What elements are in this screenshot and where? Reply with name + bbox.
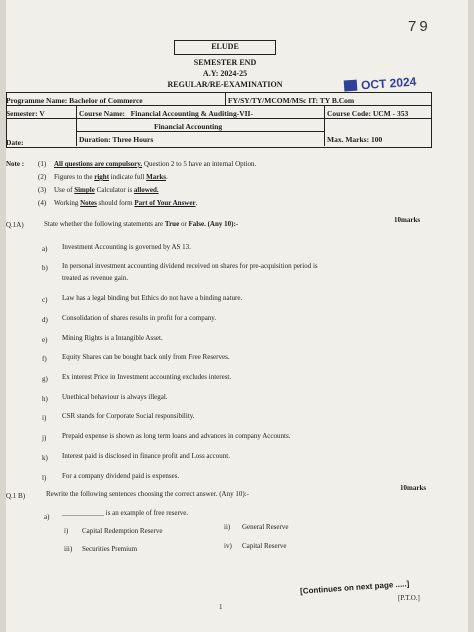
course-code: Course Code: UCM - 353 [327,109,409,118]
note-number: (2) [38,173,47,181]
option-iv: iv) Capital Reserve [224,542,287,550]
q1a-instruction-text: State whether the following statements are [44,220,165,228]
note-text: Part of Your Answer [134,199,196,207]
note-text: Working [54,199,81,207]
note-text: All questions are compulsory. [54,160,143,168]
exam-paper [6,0,468,632]
note-text: allowed. [133,186,159,194]
q1a-item-label: k) [42,454,48,462]
q1a-item-label: e) [42,336,48,344]
q1a-marks: 10marks [394,216,421,224]
note-text: Notes [80,199,97,207]
q1a-number: Q.1A) [6,221,24,229]
q1a-item-label: l) [42,474,47,482]
q1a-item-text: Prepaid expense is shown as long term loans and advances in company Accounts. [62,432,291,440]
college-name: ELUDE [211,42,239,51]
q1a-any: . (Any 10):- [204,220,239,228]
note-text: Calculator is [94,186,134,194]
q1a-item-label: f) [42,355,47,363]
exam-date: Date: [6,138,24,147]
q1a-item-text: For a company dividend paid is expenses. [62,472,180,480]
q1a-item-label: b) [42,264,48,272]
q1a-item-label: i) [42,414,47,422]
note-item [38,199,197,207]
q1a-item-label: j) [42,434,47,442]
q1a-item-text: Unethical behaviour is always illegal. [62,393,168,401]
programme-name: Programme Name: Bachelor of Commerce [6,96,143,105]
q1a-item-text: Ex interest Price in Investment accounting excludes interest. [62,373,232,381]
q1b-instruction: Rewrite the following sentences choosing the correct answer. (Any 10):- [46,490,249,498]
note-item [38,173,168,181]
note-number: (3) [38,186,47,194]
exam-line-3: REGULAR/RE-EXAMINATION [167,80,283,89]
note-text: should form [96,199,135,207]
option-ii: ii) General Reserve [224,523,289,531]
q1a-item-text-continued: treated as revenue gain. [62,274,129,282]
note-text: Use of [54,186,75,194]
q1a-or: or [179,220,189,228]
q1a-item-label: c) [42,296,48,304]
q1a-item-text: In personal investment accounting dividend received on shares for pre-acquisition period is [62,262,318,270]
note-text: . [195,199,198,207]
q1a-item-text: Investment Accounting is governed by AS 13. [62,243,191,251]
page-number: 1 [219,603,223,611]
course-name [79,109,253,118]
note-label: Note : [6,160,25,168]
exam-line-2: A.Y: 2024-25 [202,69,248,78]
q1a-item-text: CSR stands for Corporate Social responsibility. [62,412,195,420]
max-marks: Max. Marks: 100 [327,135,383,144]
note-text: right [94,173,110,181]
note-text: Simple [74,186,95,194]
class-name: FY/SY/TY/MCOM/MSc IT: TY B.Com [228,96,355,105]
q1a-instruction [44,220,238,228]
q1b-item-a-label: a) [44,513,50,521]
q1a-false: False [188,220,205,228]
stamp-text: OCT 2024 [360,74,417,93]
answer-blank: ____________ [62,509,104,517]
note-text: Marks [146,173,167,181]
note-text: Question 2 to 5 have an internal Option. [142,160,257,168]
course-name-continued: Financial Accounting [154,122,223,131]
stamp-mark-icon [344,80,358,92]
q1b-item-a-sentence: is an example of free reserve. [104,509,189,517]
option-i: i) Capital Redemption Reserve [64,527,163,535]
note-number: (4) [38,199,47,207]
q1a-item-label: a) [42,245,48,253]
semester: Semester: V [6,109,45,118]
note-text: . [166,173,168,181]
duration: Duration: Three Hours [79,135,154,144]
q1b-item-a-text [62,509,188,517]
note-text: Figures to the [54,173,95,181]
q1b-number: Q.1 B) [6,492,26,500]
note-text: indicate full [109,173,147,181]
q1b-marks: 10marks [400,484,427,492]
q1a-true: True [164,220,180,228]
q1a-item-text: Law has a legal binding but Ethics do not have a binding nature. [62,294,243,302]
page-number-handwritten: 79 [408,18,431,35]
date-stamp [344,74,417,93]
course-name-label: Course Name: [79,109,126,118]
continues-note: [Continues on next page .....] [299,579,410,596]
q1a-item-text: Interest paid is disclosed in finance profit and Loss account. [62,452,230,460]
course-name-value: Financial Accounting & Auditing-VII- [130,109,253,118]
q1a-item-label: g) [42,375,48,383]
pto-note: [P.T.O.] [398,594,420,602]
note-item [38,160,256,168]
q1a-item-text: Consolidation of shares results in profit for a company. [62,314,217,322]
note-number: (1) [38,160,47,168]
option-iii: iii) Securities Premium [64,545,138,553]
note-item [38,186,159,194]
q1a-item-text: Equity Shares can be bought back only from Free Reserves. [62,353,230,361]
q1a-item-text: Mining Rights is a Intangible Asset. [62,334,163,342]
q1a-item-label: d) [42,316,48,324]
q1a-item-label: h) [42,395,48,403]
exam-line-1: SEMESTER END [193,58,257,67]
